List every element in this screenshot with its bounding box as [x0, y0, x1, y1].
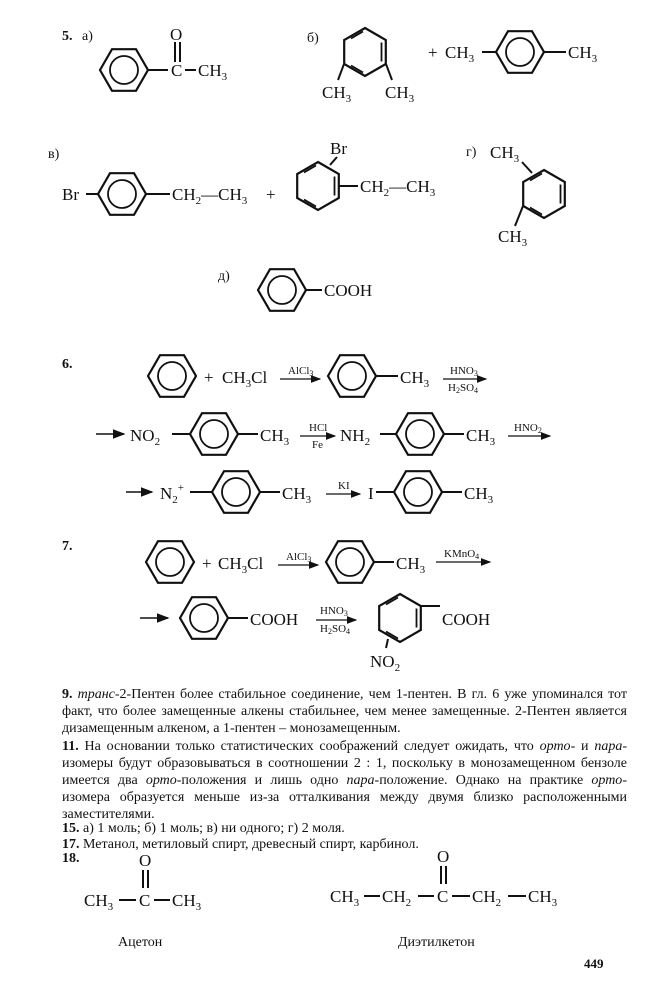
svg-text:C: C: [171, 61, 183, 80]
oxygen-atom: O: [437, 847, 450, 866]
carboxyl-group: COOH: [324, 281, 373, 300]
reagent-label: Fe: [312, 439, 323, 451]
acetone-label: Ацетон: [118, 935, 163, 950]
benzene-ring: [146, 541, 194, 583]
methyl-group: $CH_3$: [464, 484, 494, 506]
label-v: в): [48, 147, 60, 162]
carbonyl-carbon: C: [139, 891, 151, 910]
methylene-group: $CH_2$: [472, 887, 502, 909]
reagent-label: KMnO4: [444, 548, 480, 561]
bromine-atom: Br: [330, 139, 347, 158]
carboxyl-group: COOH: [442, 610, 491, 629]
methyl-group: $CH_3$: [84, 891, 114, 913]
page-number: 449: [584, 956, 604, 971]
methyl-group: $CH_3$: [172, 891, 202, 913]
oxygen-atom: O: [139, 851, 152, 870]
answer-9: 9. транс-2-Пентен более стабильное соединение, чем 1-пентен. В гл. 6 уже упоминался тот факт, что более замещенные алкены стабильнее, чем менее замещенные. 2-Пентен является дизамещенным алкеном, а 1-пентен – монозамещенным.: [62, 687, 627, 736]
benzene-ring: [328, 355, 376, 397]
benzene-ring: [100, 49, 148, 91]
reagent-label: HNO3: [320, 605, 348, 618]
oxygen-atom: O: [170, 25, 183, 44]
benzene-ring: [396, 413, 444, 455]
methyl-group: $CH_3$: [466, 426, 496, 448]
catalyst-label: AlCl3: [288, 365, 314, 378]
plus-sign: +: [202, 554, 212, 573]
benzene-ring: [496, 31, 544, 73]
answer-11: 11. На основании только статистических соображений следует ожидать, что орто- и пара-изомеры будут образовываться в соотношении 2 : 1, поскольку в монозамещенном бензоле имеется два орто-положения и лишь одно пара-положение. Однако на практике орто-изомера образуется меньше из-за отталкивания между двумя близко расположенными заместителями.: [62, 739, 628, 822]
problem-7-number: 7.: [62, 539, 73, 554]
carboxyl-group: COOH: [250, 610, 299, 629]
reagent-label: KI: [338, 480, 350, 492]
benzene-ring: [148, 355, 196, 397]
plus-sign: +: [266, 185, 276, 204]
methyl-group: $CH_3$: [282, 484, 312, 506]
plus-sign: +: [428, 43, 438, 62]
benzene-ring: [180, 597, 228, 639]
nitro-group: $NO_2$: [370, 652, 401, 674]
problem-6-number: 6.: [62, 357, 73, 372]
benzene-ring: [297, 162, 339, 210]
label-b: б): [307, 31, 319, 46]
methyl-group: $CH_3$: [400, 368, 430, 390]
bromine-atom: Br: [62, 185, 79, 204]
ethyl-group: $CH_2—CH_3$: [172, 185, 248, 207]
methyl-group: $CH_3$: [528, 887, 558, 909]
benzene-ring: [394, 471, 442, 513]
problem-18-number: 18.: [62, 851, 80, 866]
label-a: а): [82, 29, 93, 44]
benzene-ring: [190, 413, 238, 455]
carbonyl-carbon: C: [437, 887, 449, 906]
catalyst-label: AlCl3: [286, 551, 312, 564]
benzene-ring: [98, 173, 146, 215]
iodine-atom: I: [368, 484, 374, 503]
benzene-ring: [326, 541, 374, 583]
methyl-group: $CH_3$: [198, 61, 228, 83]
benzene-ring: [212, 471, 260, 513]
methyl-group: $CH_3$: [396, 554, 426, 576]
label-g: г): [466, 145, 477, 160]
methyl-group: $CH_3$: [330, 887, 360, 909]
reagent-label: H2SO4: [448, 382, 479, 395]
methyl-group: $CH_3$: [322, 83, 352, 105]
reagent-label: H2SO4: [320, 623, 351, 636]
benzene-ring: [379, 594, 421, 642]
methyl-group: $CH_3$: [385, 83, 415, 105]
benzene-ring: [344, 28, 386, 76]
methyl-chloride: $CH_3Cl$: [218, 554, 264, 576]
answer-15: 15. а) 1 моль; б) 1 моль; в) ни одного; г) 2 моля.: [62, 821, 345, 836]
methyl-group: $CH_3$: [490, 143, 520, 165]
methylene-group: $CH_2$: [382, 887, 412, 909]
problem-5-number: 5.: [62, 29, 73, 44]
benzene-ring: [258, 269, 306, 311]
methyl-group: $CH_3$: [568, 43, 598, 65]
diethylketone-label: Диэтилкетон: [398, 935, 475, 950]
amino-group: $NH_2$: [340, 426, 371, 448]
methyl-group: $CH_3$: [260, 426, 290, 448]
nitro-group: $NO_2$: [130, 426, 161, 448]
diazonium-group: $N_2^+$: [160, 482, 184, 506]
reagent-label: HNO3: [450, 365, 478, 378]
answer-17: 17. Метанол, метиловый спирт, древесный спирт, карбинол.: [62, 837, 419, 852]
methyl-group: $CH_3$: [445, 43, 475, 65]
plus-sign: +: [204, 368, 214, 387]
methyl-chloride: $CH_3Cl$: [222, 368, 268, 390]
ethyl-group: $CH_2—CH_3$: [360, 177, 436, 199]
reagent-label: HNO2: [514, 422, 542, 435]
label-d: д): [218, 269, 230, 284]
methyl-group: $CH_3$: [498, 227, 528, 249]
benzene-ring: [523, 170, 565, 218]
reagent-label: HCl: [309, 422, 328, 434]
